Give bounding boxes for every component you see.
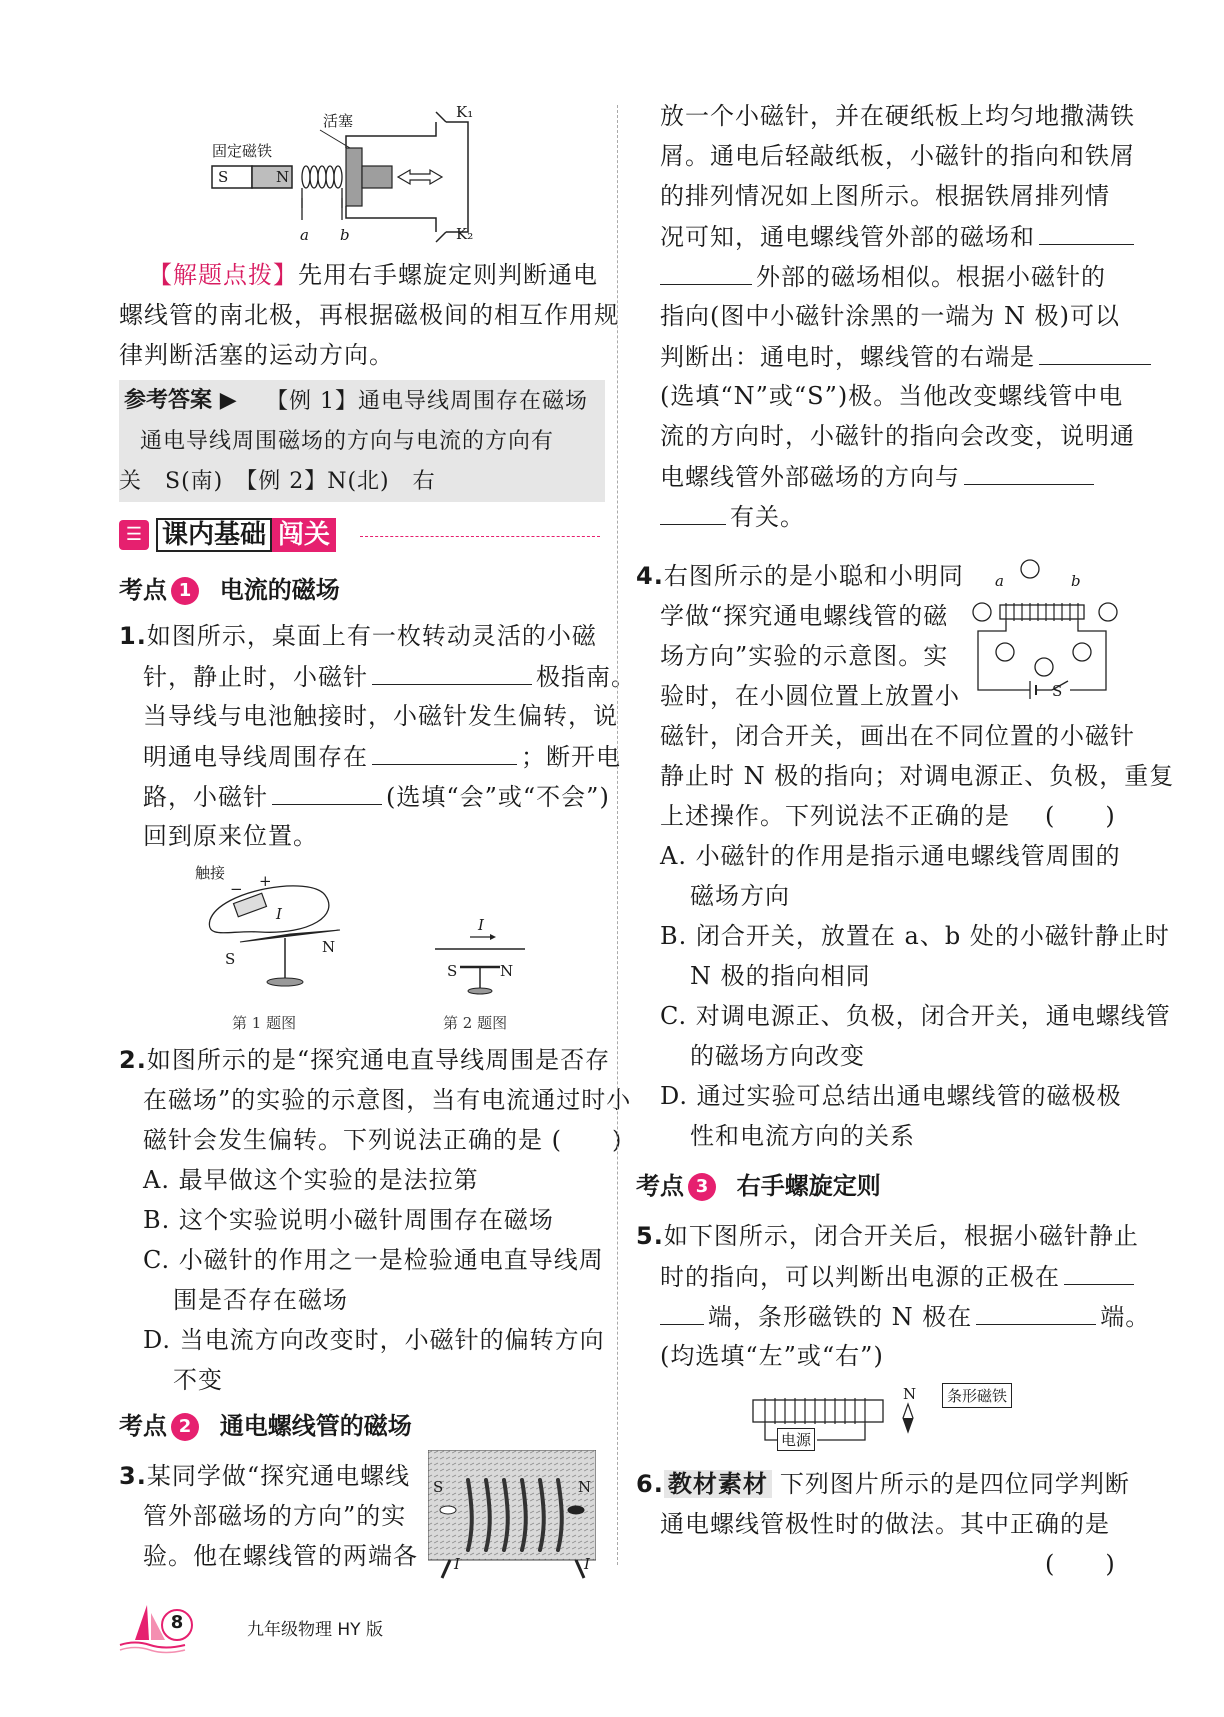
page-number: 8	[170, 1612, 184, 1633]
q1-line-5: 路，小磁针 (选填“会”或“不会”)	[143, 776, 610, 817]
q5-blank-1-cont[interactable]	[660, 1296, 704, 1325]
q2-option-a[interactable]: A. 最早做这个实验的是法拉第	[143, 1166, 479, 1194]
fig5-power: 电源	[777, 1428, 815, 1451]
fig2-caption: 第 2 题图	[443, 1014, 508, 1032]
fig5-n: N	[903, 1385, 917, 1403]
hint-line-2: 螺线管的南北极，再根据磁极间的相互作用规	[119, 301, 619, 329]
q4-option-c[interactable]: C. 对调电源正、负极，闭合开关，通电螺线管	[660, 1002, 1171, 1030]
q5-line-2: 时的指向，可以判断出电源的正极在	[660, 1256, 1138, 1297]
label-b: b	[340, 226, 350, 244]
fig1-n: N	[322, 938, 336, 956]
q5-blank-1[interactable]	[1064, 1256, 1134, 1285]
q5-blank-2[interactable]	[976, 1296, 1096, 1325]
q2-option-d-cont: 不变	[173, 1366, 223, 1394]
fig3-i-left: I	[454, 1555, 460, 1573]
kaodian-2: 考点 2 通电螺线管的磁场	[119, 1412, 412, 1440]
q3-line-1: 3.某同学做“探究通电螺线	[119, 1462, 411, 1490]
q3-blank-2[interactable]	[1039, 336, 1151, 365]
q4-option-c-cont: 的磁场方向改变	[690, 1042, 865, 1070]
q3-right-10: 电螺线管外部磁场的方向与	[660, 456, 1098, 497]
q1-blank-3[interactable]	[272, 776, 382, 805]
fig4-b: b	[1071, 572, 1081, 590]
q4-line-2: 学做“探究通电螺线管的磁	[660, 602, 949, 630]
q4-line-6: 静止时 N 极的指向；对调电源正、负极，重复	[660, 762, 1175, 790]
fig1-plus: +	[259, 872, 272, 890]
q5-line-3: 端，条形磁铁的 N 极在 端。	[660, 1296, 1150, 1337]
q3-right-9: 流的方向时，小磁针的指向会改变，说明通	[660, 422, 1135, 450]
label-piston: 活塞	[323, 112, 354, 130]
q2-line-2: 在磁场”的实验的示意图，当有电流通过时小	[143, 1086, 632, 1114]
q1-blank-2[interactable]	[372, 736, 517, 765]
figure-2	[430, 925, 530, 1000]
q6-line-1: 6. 教材素材 下列图片所示的是四位同学判断	[636, 1470, 1130, 1498]
q2-line-3: 磁针会发生偏转。下列说法正确的是 ( )	[143, 1126, 623, 1154]
figure-1	[200, 870, 360, 990]
q4-option-a-cont: 磁场方向	[690, 882, 790, 910]
fig3-n: N	[578, 1478, 592, 1496]
q5-line-4: (均选填“左”或“右”)	[660, 1342, 884, 1370]
section-title: 课内基础 闯关	[156, 516, 336, 554]
q3-right-7: 判断出：通电时，螺线管的右端是	[660, 336, 1155, 377]
fig1-caption: 第 1 题图	[232, 1014, 297, 1032]
kaodian-1: 考点 1 电流的磁场	[119, 576, 340, 604]
hint-line-1: 【解题点拨】先用右手螺旋定则判断通电	[148, 261, 598, 289]
q1-blank-1[interactable]	[372, 656, 532, 685]
fig4-s: S	[1052, 682, 1063, 700]
q4-line-7: 上述操作。下列说法不正确的是	[660, 802, 1010, 830]
label-fixed-magnet: 固定磁铁	[212, 142, 273, 160]
q1-line-3: 当导线与电池触接时，小磁针发生偏转，说	[143, 702, 618, 730]
q6-answer-paren[interactable]: ( )	[1045, 1550, 1116, 1578]
q3-right-2: 屑。通电后轻敲纸板，小磁针的指向和铁屑	[660, 142, 1135, 170]
answer-line-2: 通电导线周围磁场的方向与电流的方向有	[140, 429, 555, 454]
q2-line-1: 2.如图所示的是“探究通电直导线周围是否存	[119, 1046, 611, 1074]
q4-line-3: 场方向”实验的示意图。实	[660, 642, 949, 670]
q3-right-6: 指向(图中小磁针涂黑的一端为 N 极)可以	[660, 302, 1120, 330]
q3-blank-3-cont[interactable]	[660, 496, 726, 525]
q4-answer-paren[interactable]: ( )	[1045, 802, 1116, 830]
q4-option-b-cont: N 极的指向相同	[690, 962, 871, 990]
q4-option-d-cont: 性和电流方向的关系	[690, 1122, 915, 1150]
fig4-a: a	[995, 572, 1004, 590]
column-divider	[617, 105, 618, 1565]
q3-right-3: 的排列情况如上图所示。根据铁屑排列情	[660, 182, 1110, 210]
q3-blank-3[interactable]	[964, 456, 1094, 485]
q3-blank-1-cont[interactable]	[660, 256, 752, 285]
q6-line-2: 通电螺线管极性时的做法。其中正确的是	[660, 1510, 1110, 1538]
fig3-s: S	[433, 1478, 444, 1496]
fig1-i: I	[276, 905, 282, 923]
fig2-i: I	[478, 916, 484, 934]
hint-tag: 【解题点拨】	[148, 261, 298, 289]
q3-right-5: 外部的磁场相似。根据小磁针的	[660, 256, 1106, 297]
q3-line-2: 管外部磁场的方向”的实	[143, 1502, 407, 1530]
label-k2: K₂	[456, 225, 474, 243]
q2-option-c[interactable]: C. 小磁针的作用之一是检验通电直导线周	[143, 1246, 604, 1274]
fig1-touch: 触接	[195, 864, 226, 882]
hint-line-3: 律判断活塞的运动方向。	[119, 341, 394, 369]
fig3-i-right: I	[584, 1555, 590, 1573]
q3-right-4: 况可知，通电螺线管外部的磁场和	[660, 216, 1138, 257]
q1-line-6: 回到原来位置。	[143, 822, 318, 850]
section-divider	[360, 536, 600, 537]
book-icon: ☰	[119, 520, 149, 550]
answer-tag: 参考答案 ▶	[124, 388, 237, 413]
figure-4	[970, 555, 1120, 705]
q4-option-d[interactable]: D. 通过实验可总结出通电螺线管的磁极极	[660, 1082, 1122, 1110]
q2-option-d[interactable]: D. 当电流方向改变时，小磁针的偏转方向	[143, 1326, 605, 1354]
q3-line-3: 验。他在螺线管的两端各	[143, 1542, 418, 1570]
label-a: a	[300, 226, 309, 244]
fig1-s: S	[225, 950, 236, 968]
fig5-bar-magnet: 条形磁铁	[942, 1383, 1012, 1408]
q3-right-11: 有关。	[660, 496, 805, 537]
q1-line-1: 1.如图所示，桌面上有一枚转动灵活的小磁	[119, 622, 597, 650]
q5-line-1: 5.如下图所示，闭合开关后，根据小磁针静止	[636, 1222, 1139, 1250]
label-s: S	[218, 168, 229, 186]
fig2-s: S	[447, 962, 458, 980]
play-icon: ▶	[219, 388, 237, 413]
q4-line-5: 磁针，闭合开关，画出在不同位置的小磁针	[660, 722, 1135, 750]
footer-text: 九年级物理 HY 版	[247, 1620, 383, 1640]
q3-right-1: 放一个小磁针，并在硬纸板上均匀地撒满铁	[660, 102, 1135, 130]
q4-option-a[interactable]: A. 小磁针的作用是指示通电螺线管周围的	[660, 842, 1121, 870]
fig1-minus: −	[230, 880, 243, 898]
q4-option-b[interactable]: B. 闭合开关，放置在 a、b 处的小磁针静止时	[660, 922, 1170, 950]
q1-line-2: 针，静止时，小磁针 极指南。	[143, 656, 636, 697]
q3-right-8: (选填“N”或“S”)极。当他改变螺线管中电	[660, 382, 1124, 410]
q3-blank-1[interactable]	[1039, 216, 1134, 245]
label-n: N	[276, 168, 290, 186]
q1-line-4: 明通电导线周围存在 ；断开电	[143, 736, 621, 777]
kaodian-3: 考点 3 右手螺旋定则	[636, 1172, 881, 1200]
q2-option-b[interactable]: B. 这个实验说明小磁针周围存在磁场	[143, 1206, 554, 1234]
fig2-n: N	[500, 962, 514, 980]
q4-line-1: 4.右图所示的是小聪和小明同	[636, 562, 964, 590]
q2-option-c-cont: 围是否存在磁场	[173, 1286, 348, 1314]
answer-line-1: 【例 1】通电导线周围存在磁场	[266, 389, 588, 414]
label-k1: K₁	[456, 103, 474, 121]
q4-line-4: 验时，在小圆位置上放置小	[660, 682, 960, 710]
answer-line-3: 关 S(南) 【例 2】N(北) 右	[119, 469, 436, 494]
